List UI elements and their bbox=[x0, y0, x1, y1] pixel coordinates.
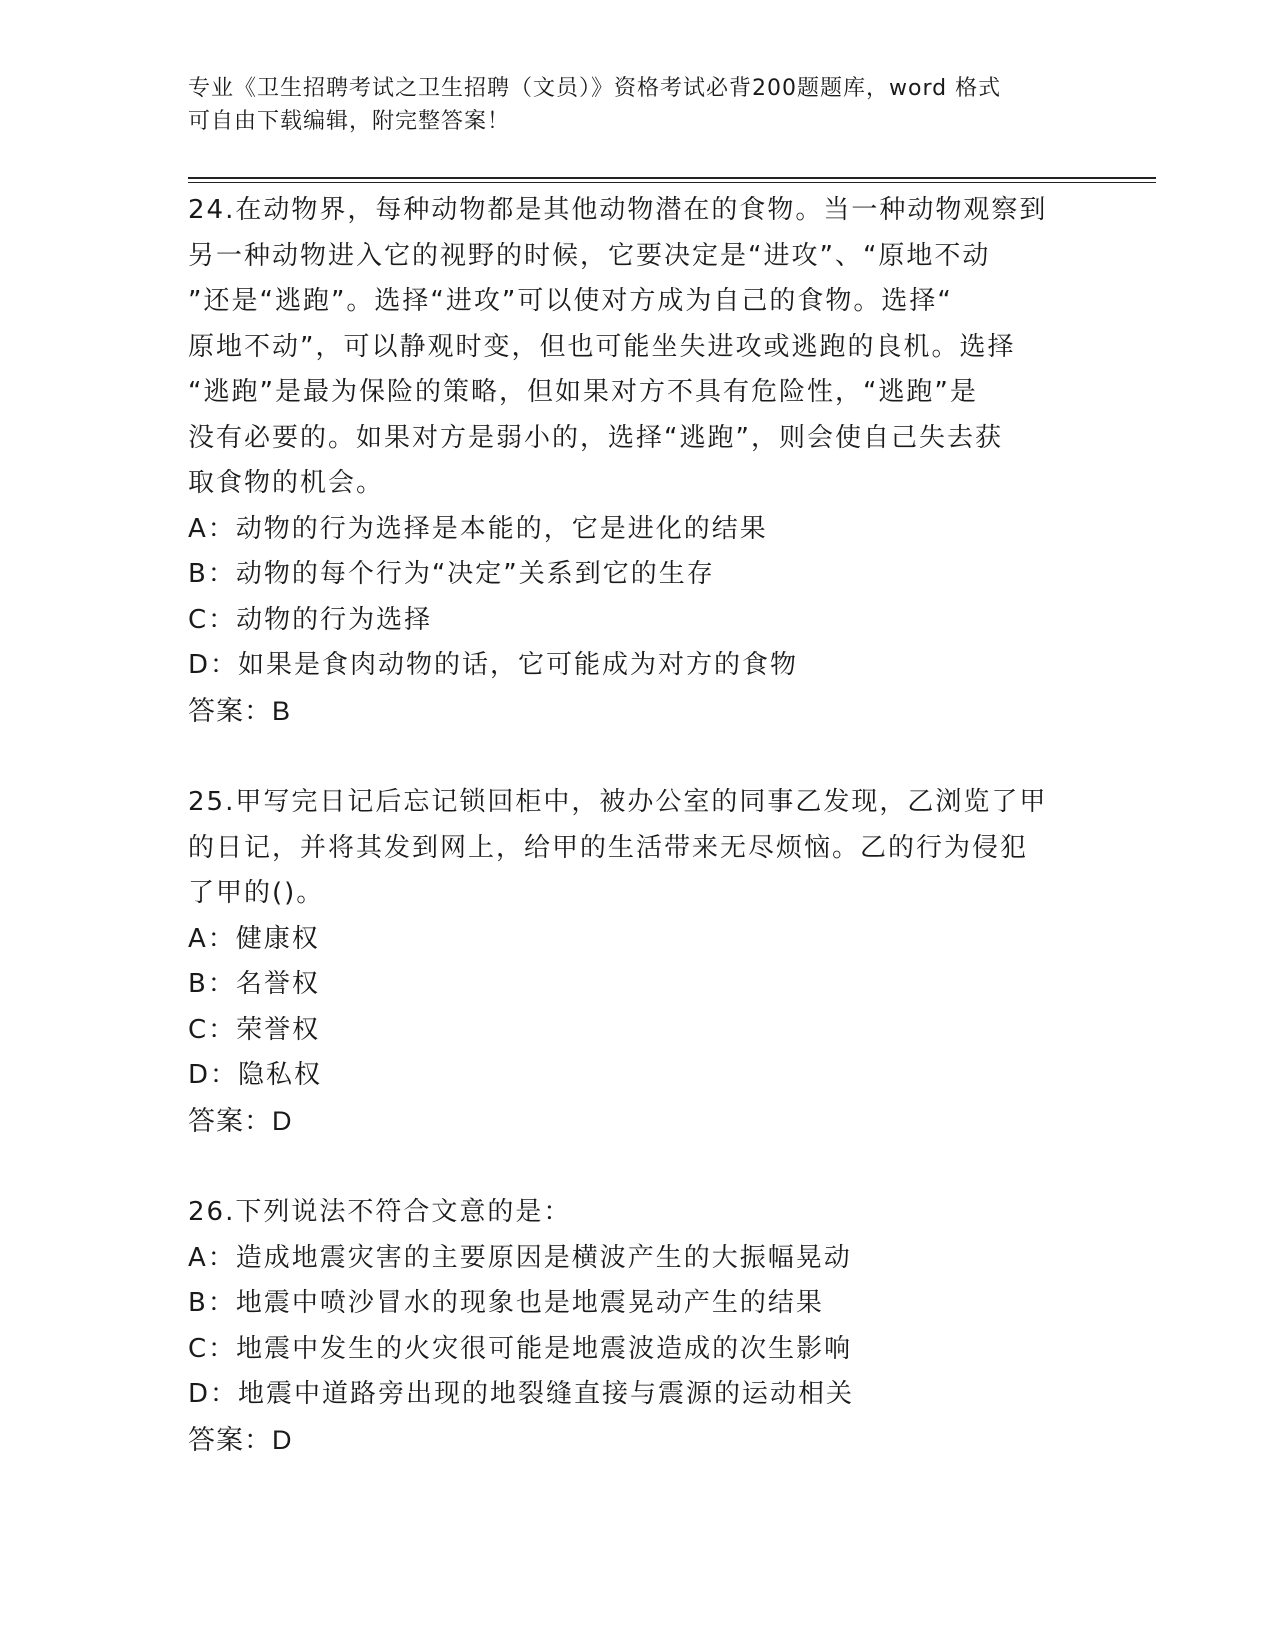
question-spacer bbox=[188, 1144, 1068, 1190]
question-line: 25.甲写完日记后忘记锁回柜中，被办公室的同事乙发现，乙浏览了甲 bbox=[188, 787, 1048, 817]
option-c: C：动物的行为选择 bbox=[188, 604, 433, 635]
option-b: B：名誉权 bbox=[188, 969, 320, 999]
option-b: B：地震中喷沙冒水的现象也是地震晃动产生的结果 bbox=[188, 1288, 824, 1318]
option-a: A：造成地震灾害的主要原因是横波产生的大振幅晃动 bbox=[188, 1242, 852, 1273]
question-25 bbox=[188, 780, 1068, 1144]
answer-text: 答案：D bbox=[188, 1105, 293, 1136]
question-line: 原地不动”，可以静观时变，但也可能坐失进攻或逃跑的良机。选择 bbox=[188, 331, 1016, 362]
question-line: 没有必要的。如果对方是弱小的，选择“逃跑”，则会使自己失去获 bbox=[188, 422, 1003, 453]
option-c: C：地震中发生的火灾很可能是地震波造成的次生影响 bbox=[188, 1333, 853, 1364]
question-26 bbox=[188, 1190, 1068, 1463]
answer-text: 答案：D bbox=[188, 1424, 293, 1455]
question-line: 24.在动物界，每种动物都是其他动物潜在的食物。当一种动物观察到 bbox=[188, 195, 1048, 225]
document-header bbox=[188, 72, 1068, 138]
option-b: B：动物的每个行为“决定”关系到它的生存 bbox=[188, 559, 715, 589]
question-spacer bbox=[188, 734, 1068, 780]
question-line: 另一种动物进入它的视野的时候，它要决定是“进攻”、“原地不动 bbox=[188, 240, 991, 271]
question-line: 了甲的()。 bbox=[188, 878, 325, 908]
option-d: D：地震中道路旁出现的地裂缝直接与震源的运动相关 bbox=[188, 1379, 855, 1409]
header-line-2: 可自由下载编辑，附完整答案！ bbox=[188, 109, 511, 134]
question-line: 取食物的机会。 bbox=[188, 468, 385, 498]
header-divider-thin bbox=[188, 182, 1156, 183]
option-d: D：如果是食肉动物的话，它可能成为对方的食物 bbox=[188, 650, 799, 680]
question-line: 的日记，并将其发到网上，给甲的生活带来无尽烦恼。乙的行为侵犯 bbox=[188, 832, 1029, 863]
question-line: ”还是“逃跑”。选择“进攻”可以使对方成为自己的食物。选择“ bbox=[188, 286, 953, 316]
question-line: “逃跑”是最为保险的策略，但如果对方不具有危险性，“逃跑”是 bbox=[188, 377, 978, 407]
answer-text: 答案：B bbox=[188, 695, 292, 726]
header-line-1: 专业《卫生招聘考试之卫生招聘（文员）》资格考试必背200题题库，word 格式 bbox=[188, 76, 1002, 101]
question-list bbox=[188, 188, 1068, 1463]
option-c: C：荣誉权 bbox=[188, 1014, 321, 1045]
option-a: A：动物的行为选择是本能的，它是进化的结果 bbox=[188, 513, 768, 544]
option-a: A：健康权 bbox=[188, 923, 320, 954]
option-d: D：隐私权 bbox=[188, 1060, 323, 1090]
question-24 bbox=[188, 188, 1068, 734]
header-divider-thick bbox=[188, 177, 1156, 179]
question-line: 26.下列说法不符合文意的是： bbox=[188, 1197, 572, 1227]
